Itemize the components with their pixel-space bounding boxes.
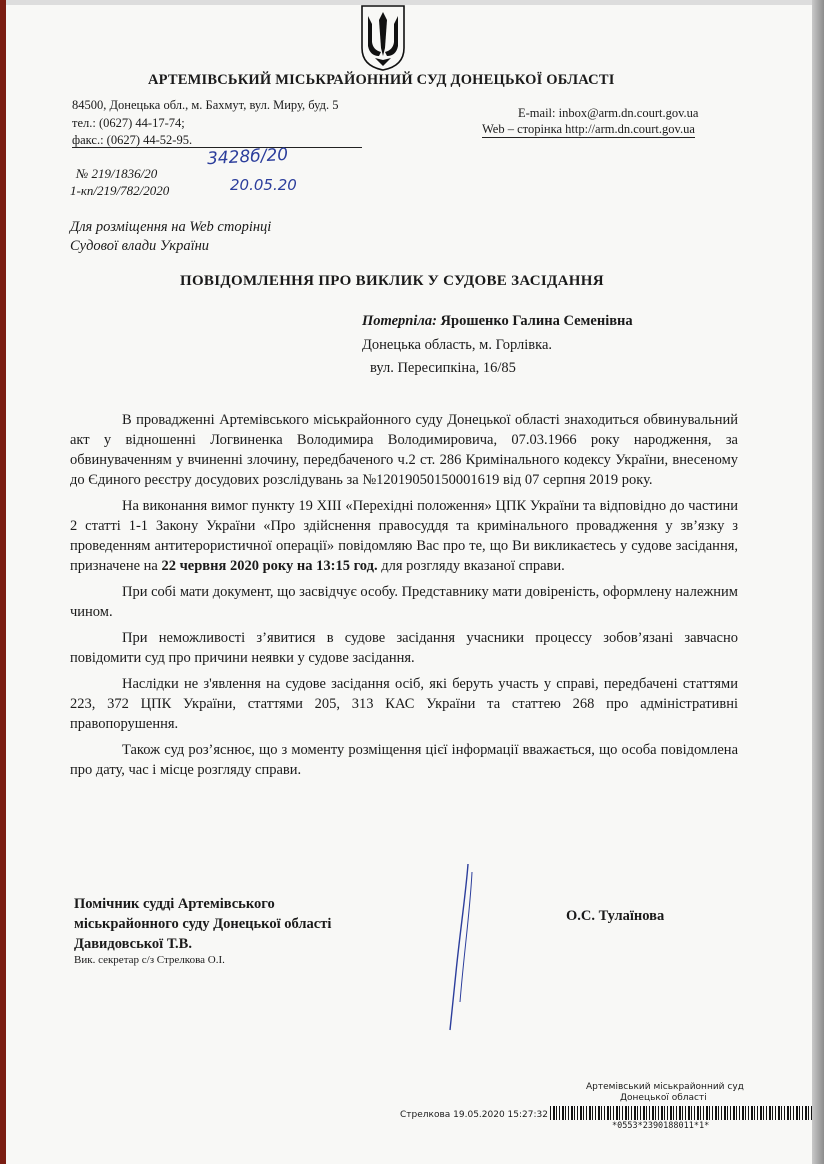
court-phone: тел.: (0627) 44-17-74; <box>72 116 185 130</box>
signer-name: О.С. Тулаїнова <box>566 908 665 924</box>
recipient-street: вул. Пересипкіна, 16/85 <box>370 360 516 376</box>
stamp-timestamp: Стрелкова 19.05.2020 15:27:32 <box>400 1110 548 1120</box>
signer-line1: Помічник судді Артемівського <box>74 896 275 912</box>
scan-edge-top <box>0 0 824 5</box>
signer-line2: міськрайонного суду Донецької області <box>74 916 332 932</box>
stamp-court-line1: Артемівський міськрайонний суд <box>586 1082 744 1092</box>
recipient-line <box>362 313 633 330</box>
summons-purpose: для розгляду вказаної справи. <box>377 558 565 574</box>
notice-body <box>70 410 738 786</box>
document-barcode <box>550 1106 812 1120</box>
recipient-region: Донецька область, м. Горлівка. <box>362 337 553 353</box>
web-publication-note-line2: Судової влади України <box>70 238 210 254</box>
handwritten-date: 20.05.20 <box>230 176 297 194</box>
barcode-number: *0553*2390188011*1* <box>612 1121 710 1131</box>
secretary-note: Вик. секретар с/з Стрелкова О.І. <box>74 954 225 966</box>
hearing-datetime: 22 червня 2020 року на 13:15 год. <box>161 558 378 574</box>
paragraph-summons <box>70 496 738 576</box>
paragraph-consequences: Наслідки не з'явлення на судове засідання осіб, які беруть участь у справі, передбачені статтями 223, 372 ЦПК України, статтями 205, 313 КАС України та статтею 268 про адміністративні правопорушення. <box>70 676 738 732</box>
paragraph-indictment: В провадженні Артемівського міськрайонного суду Донецької області знаходиться обвинувальний акт у відношенні Логвиненка Володимира Володимировича, 07.03.1966 року народження, за обвинуваченням у вчиненні злочину, передбаченого ч.2 ст. 286 Кримінального кодексу України, внесеному до Єдиного реєстру досудових розслідувань за №12019050150001619 від 07 серпня 2019 року. <box>70 412 738 488</box>
document-title: ПОВІДОМЛЕННЯ ПРО ВИКЛИК У СУДОВЕ ЗАСІДАННЯ <box>180 273 604 289</box>
signer-position <box>74 894 331 954</box>
paragraph-absence: При неможливості з’явитися в судове засідання учасники процессу зобов’язані завчасно повідомити суд про причини неявки у судове засідання. <box>70 630 738 666</box>
court-fax <box>72 133 362 148</box>
summons-text: На виконання вимог пункту 19 XIII «Перехідні положення» ЦПК України та відповідно до частини 2 статті 1-1 Закону України «Про здійснення правосуддя та кримінального провадження у зв’язку з проведенням антитерористичної операції» повідомляю Вас про те, що Ви викликаєтесь у судове засідання, призначене на <box>70 498 738 574</box>
case-number: № 219/1836/20 <box>76 166 158 181</box>
court-website: Web – сторінка http://arm.dn.court.gov.ua <box>482 122 695 136</box>
court-address: 84500, Донецька обл., м. Бахмут, вул. Миру, буд. 5 <box>72 98 339 112</box>
recipient-label: Потерпіла: <box>362 313 437 329</box>
trident-emblem-icon <box>358 2 408 72</box>
proceeding-number: 1-кп/219/782/2020 <box>70 183 170 198</box>
court-fax-text: факс.: (0627) 44-52-95. <box>72 133 362 148</box>
court-email: E-mail: inbox@arm.dn.court.gov.ua <box>518 106 699 120</box>
stamp-court-line2: Донецької області <box>620 1093 707 1103</box>
paragraph-documents: При собі мати документ, що засвідчує особу. Представнику мати довіреність, оформлену належним чином. <box>70 584 738 620</box>
court-name: АРТЕМІВСЬКИЙ МІСЬКРАЙОННИЙ СУД ДОНЕЦЬКОЇ ОБЛАСТІ <box>148 72 615 88</box>
scan-edge-left <box>0 0 6 1164</box>
web-publication-note-line1: Для розміщення на Web сторінці <box>70 219 272 235</box>
signer-line3: Давидовської Т.В. <box>74 936 192 952</box>
handwritten-outgoing-number: 3428б/20 <box>206 144 289 170</box>
handwritten-signature <box>446 862 486 1032</box>
recipient-name: Ярошенко Галина Семенівна <box>440 313 633 329</box>
paragraph-notification: Також суд роз’яснює, що з моменту розміщення цієї інформації вважається, що особа повідомлена про дату, час і місце розгляду справи. <box>70 742 738 778</box>
scan-edge-right <box>812 0 824 1164</box>
